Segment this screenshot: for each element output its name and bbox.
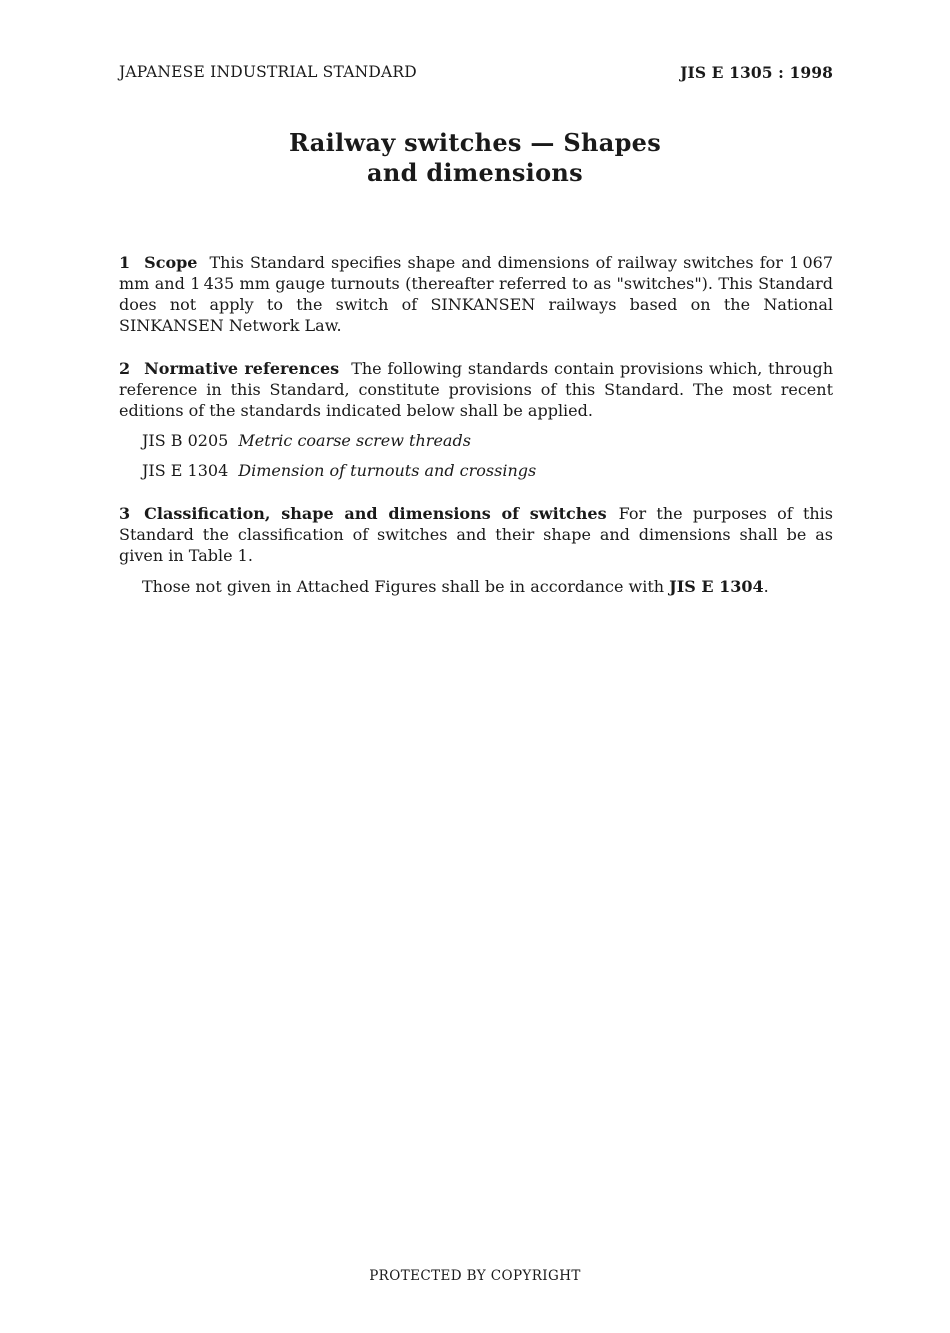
- title-line-1: Railway switches — Shapes: [288, 128, 662, 157]
- section-normative-references: [119, 358, 833, 421]
- section-heading: Normative references: [144, 359, 340, 378]
- section-text: The following standards contain provisions which, through reference in this Standard, constitute provisions of this Standard. The most recent editions of the standards indicated below shall be applied.: [119, 359, 834, 420]
- section-text: For the purposes of this Standard the classification of switches and their shape and dimensions shall be as given in Table 1.: [119, 504, 834, 565]
- reference-item: [142, 430, 471, 451]
- classification-note: [142, 576, 769, 597]
- section-number: 1: [119, 253, 131, 272]
- section-heading: Scope: [144, 253, 198, 272]
- section-classification: [119, 503, 833, 566]
- document-title: [0, 128, 950, 188]
- reference-code: JIS B 0205: [142, 431, 229, 450]
- reference-item: [142, 460, 536, 481]
- section-heading: Classification, shape and dimensions of switches: [144, 504, 607, 523]
- note-reference: JIS E 1304: [669, 577, 764, 596]
- reference-code: JIS E 1304: [142, 461, 229, 480]
- standard-number-header: JIS E 1305 : 1998: [680, 63, 833, 82]
- copyright-footer: PROTECTED BY COPYRIGHT: [369, 1268, 581, 1284]
- section-number: 2: [119, 359, 131, 378]
- section-scope: [119, 252, 833, 336]
- title-line-2: and dimensions: [367, 158, 583, 187]
- note-prefix: Those not given in Attached Figures shall be in accordance with: [142, 577, 670, 596]
- section-text: This Standard specifies shape and dimensions of railway switches for 1 067 mm and 1 435 mm gauge turnouts (thereafter referred to as "switches"). This Standard does not apply to the switch of SINKANSEN railways based on the National SINKANSEN Network Law.: [119, 253, 833, 335]
- section-number: 3: [119, 504, 131, 523]
- standard-type-header: JAPANESE INDUSTRIAL STANDARD: [119, 63, 417, 81]
- reference-title: Dimension of turnouts and crossings: [238, 461, 537, 480]
- reference-title: Metric coarse screw threads: [238, 431, 471, 450]
- note-suffix: .: [763, 577, 769, 596]
